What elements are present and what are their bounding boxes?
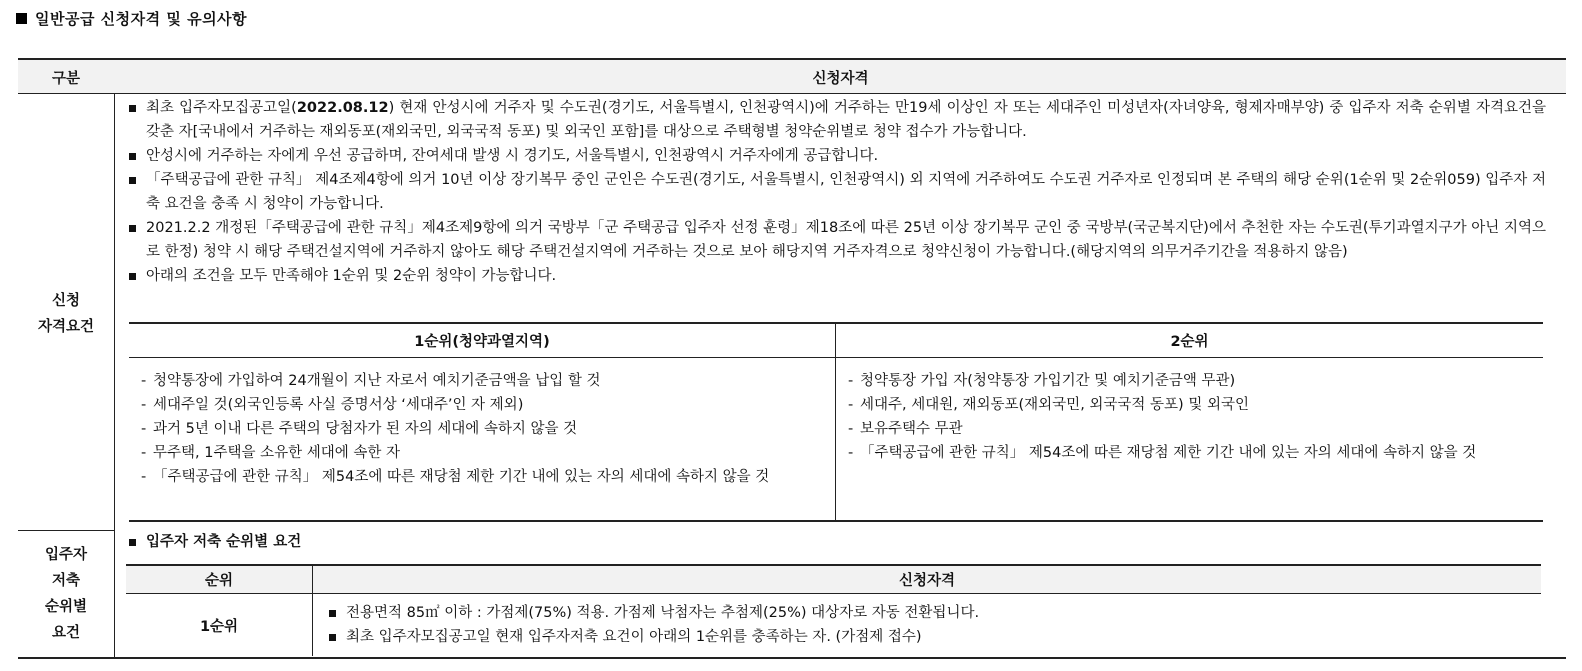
rank1-label: 1순위 <box>199 619 239 635</box>
list-item: - 세대주일 것(외국인등록 사실 증명서상 ‘세대주’인 자 제외) <box>129 393 829 417</box>
row-label-line: 입주자 <box>44 547 88 563</box>
rank1-conditions <box>129 369 829 489</box>
qualification-bullets <box>126 96 1546 288</box>
row-label-savings-rank <box>18 542 114 646</box>
section-heading <box>16 8 247 29</box>
list-item: - 무주택, 1주택을 소유한 세대에 속한 자 <box>129 441 829 465</box>
row-label-line: 자격요건 <box>37 319 95 335</box>
header-qualification: 신청자격 <box>812 70 869 87</box>
bullet-item: 아래의 조건을 모두 만족해야 1순위 및 2순위 청약이 가능합니다. <box>126 264 1546 288</box>
bullet-item: 「주택공급에 관한 규칙」 제4조제4항에 의거 10년 이상 장기복무 중인 군인은 수도권(경기도, 서울특별시, 인천광역시) 외 지역에 거주하여도 수도권 거주자로 인정되며 본 주택의 해당 순위(1순위 및 2순위059) 입주자 저축 요건을 충족 시 청약이 가능합니다. <box>126 168 1546 216</box>
list-item: - 청약통장에 가입하여 24개월이 지난 자로서 예치기준금액을 납입 할 것 <box>129 369 829 393</box>
row-label-line: 신청 <box>51 293 80 309</box>
row-label-line: 저축 <box>51 573 80 589</box>
bullet-item <box>126 96 1546 144</box>
rank-conditions-table <box>129 322 1543 522</box>
row-label-line: 요건 <box>51 625 80 641</box>
list-item: - 청약통장 가입 자(청약통장 가입기간 및 예치기준금액 무관) <box>836 369 1536 393</box>
bullet-item: 전용면적 85㎡ 이하 : 가점제(75%) 적용. 가점제 낙첨자는 추첨제(25%) 대상자로 자동 전환됩니다. <box>326 601 1526 625</box>
list-item: - 세대주, 세대원, 재외동포(재외국민, 외국국적 동포) 및 외국인 <box>836 393 1536 417</box>
bullet-item: 최초 입주자모집공고일 현재 입주자저축 요건이 아래의 1순위를 충족하는 자. (가점제 접수) <box>326 625 1526 649</box>
list-item: - 「주택공급에 관한 규칙」 제54조에 따른 재당첨 제한 기간 내에 있는 자의 세대에 속하지 않을 것 <box>129 465 829 489</box>
row-label-qualification <box>18 288 114 340</box>
row-divider <box>18 530 114 531</box>
list-item: - 「주택공급에 관한 규칙」 제54조에 따른 재당첨 제한 기간 내에 있는 자의 세대에 속하지 않을 것 <box>836 441 1536 465</box>
square-bullet-icon <box>16 13 27 24</box>
column-divider <box>114 60 115 657</box>
rank-header: 순위 <box>126 566 312 594</box>
bullet-text: ) 현재 안성시에 거주자 및 수도권(경기도, 서울특별시, 인천광역시)에 거주하는 만19세 이상인 자 또는 세대주인 미성년자(자녀양육, 형제자매부양) 중 입주자 저축 순위별 자격요건을 갖춘 자[국내에서 거주하는 재외동포(재외국민, 외국국적 동포) 및 외국인 포함]를 대상으로 주택형별 청약순위별로 청약 접수가 가능합니다. <box>146 100 1546 140</box>
header-category: 구분 <box>51 70 80 87</box>
table-header <box>18 60 1566 94</box>
announcement-date: 2022.08.12 <box>296 100 389 116</box>
qualification-table <box>18 58 1566 659</box>
rank-qual-header: 신청자격 <box>313 566 1541 594</box>
bullet-item: 안성시에 거주하는 자에게 우선 공급하며, 잔여세대 발생 시 경기도, 서울특별시, 인천광역시 거주자에게 공급합니다. <box>126 144 1546 168</box>
savings-rank-title: 입주자 저축 순위별 요건 <box>126 530 301 554</box>
rank2-conditions <box>836 369 1536 465</box>
list-item: - 보유주택수 무관 <box>836 417 1536 441</box>
bullet-item: 2021.2.2 개정된「주택공급에 관한 규칙」제4조제9항에 의거 국방부「군 주택공급 입주자 선정 훈령」제18조에 따른 25년 이상 장기복무 군인 중 국방부(국군복지단)에서 추천한 자는 수도권(투기과열지구가 아닌 지역으로 한정) 청약 시 해당 주택건설지역에 거주하지 않아도 해당 주택건설지역에 거주하는 것으로 보아 해당지역 거주자격으로 청약신청이 가능합니다.(해당지역의 의무거주기간을 적용하지 않음) <box>126 216 1546 264</box>
sub-header-rank1: 1순위(청약과열지역) <box>129 324 835 358</box>
savings-rank-table <box>126 564 1541 654</box>
list-item: - 과거 5년 이내 다른 주택의 당첨자가 된 자의 세대에 속하지 않을 것 <box>129 417 829 441</box>
rank1-requirements <box>326 601 1526 649</box>
section-heading-text: 일반공급 신청자격 및 유의사항 <box>35 10 248 28</box>
bullet-text: 최초 입주자모집공고일( <box>146 100 297 116</box>
row-label-line: 순위별 <box>44 599 88 615</box>
sub-header-rank2: 2순위 <box>836 324 1543 358</box>
rank-column-divider <box>312 566 313 656</box>
